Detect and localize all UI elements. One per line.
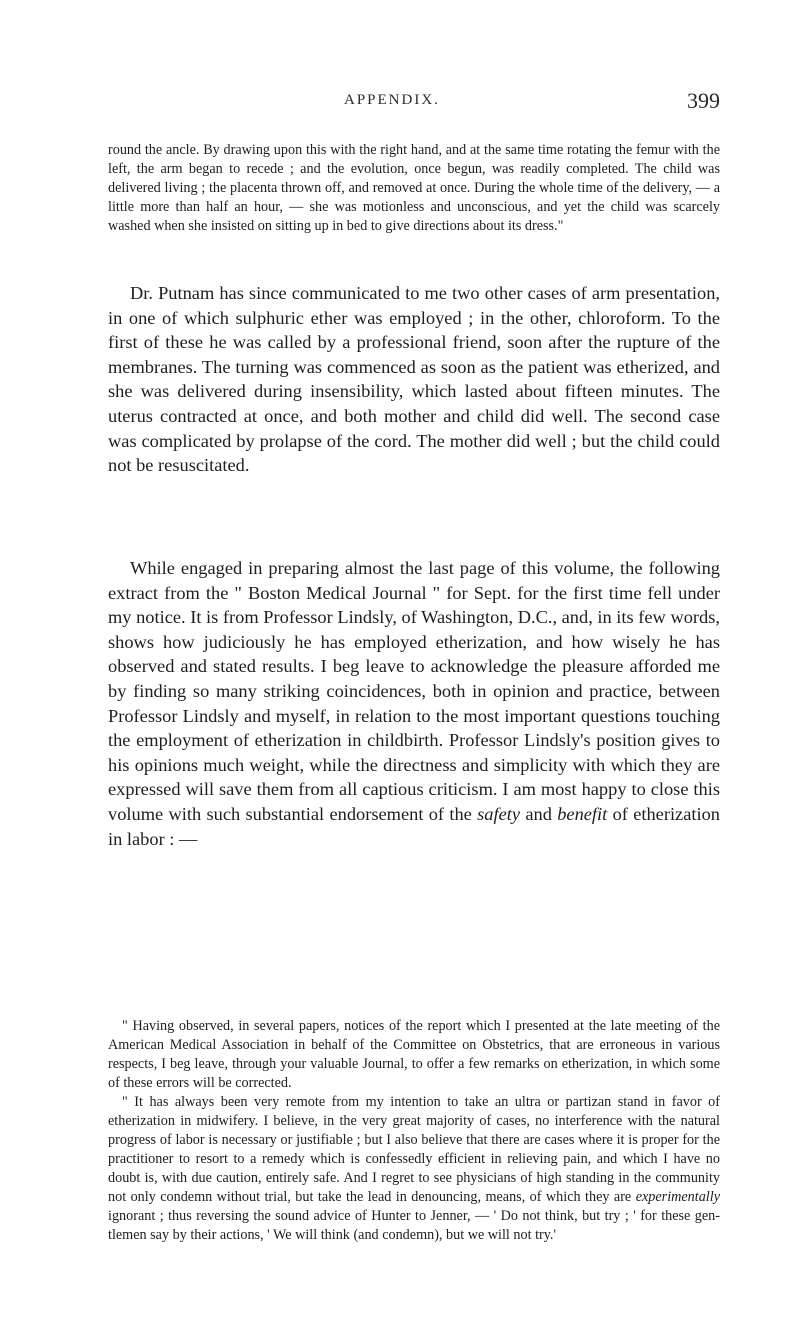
quote-paragraph-2 — [108, 1093, 720, 1245]
emphasis-benefit: benefit — [557, 803, 608, 824]
running-head: APPENDIX. — [344, 92, 440, 108]
lindsly-text-1: While engaged in preparing almost the last page of this volume, the following extract from the " Boston Medical Journal " for Sept. for the first time fell under my notice. It is from Professor Lindsly, of Washington, D.C., and, in its few words, shows how judiciously he has employed etherization, and how wisely he has observed and stated results. I beg leave to acknowledge the pleasure afforded me by finding so many striking coincidences, both in opinion and practice, between Professor Lindsly and myself, in relation to the most important questions touching the employment of etherization in childbirth. Professor Lindsly's position gives to his opinions much weight, while the directness and simplicity with which they are expressed will save them from all captious criticism. I am most happy to close this volume with such substantial endorsement of the — [108, 558, 720, 824]
page-header — [108, 88, 720, 118]
body-paragraph-lindsly — [108, 556, 720, 851]
continued-quotation — [108, 141, 720, 236]
lindsly-quotation — [108, 1017, 720, 1245]
quote-text-1: " It has always been very remote from my intention to take an ultra or partizan stand in favor of etherization in midwifery. I believe, in the very great majority of cases, no interference with the natural progress of labor is necessary or justifiable ; but I also believe that there are cases where it is proper for the practitioner to resort to a remedy which is confessedly efficient in relieving pain, and which I have no doubt is, with due caution, entirely safe. And I regret to see physicians of high standing in the community not only condemn without trial, but take the lead in denouncing, means, of which they are — [108, 1094, 720, 1205]
paragraph-continuation: round the ancle. By drawing upon this with the right hand, and at the same time rotating the femur with the left, the arm began to recede ; and the evolution, once begun, was readily completed. The child was delivered living ; the placenta thrown off, and removed at once. During the whole time of the delivery, — a little more than half an hour, — she was motionless and unconscious, and yet the child was scarcely washed when she insisted on sitting up in bed to give directions about its dress." — [108, 142, 720, 234]
lindsly-text-3: of etherization in labor : — — [108, 803, 720, 849]
body-paragraph-putnam — [108, 281, 720, 478]
page-number: 399 — [687, 88, 720, 113]
emphasis-safety: safety — [477, 803, 521, 824]
paragraph-putnam-cases: Dr. Putnam has since communicated to me two other cases of arm presentation, in one of which sulphuric ether was employed ; in the other, chloroform. To the first of these he was called by a professional friend, soon after the rupture of the membranes. The turning was commenced as soon as the patient was etherized, and she was delivered during insensibility, which lasted about fifteen minutes. The uterus contracted at once, and both mother and child did well. The second case was complicated by prolapse of the cord. The mother did well ; but the child could not be resuscitated. — [108, 283, 720, 476]
paragraph-lindsly-extract — [108, 556, 720, 851]
quote-text-2: ignorant ; thus reversing the sound advice of Hunter to Jenner, — ' Do not think, but try ; ' for these gentlemen say by their actions, ' We will think (and condemn), but we will not try.' — [108, 1208, 720, 1243]
quote-paragraph-1: " Having observed, in several papers, notices of the report which I presented at the late meeting of the American Medical Association in behalf of the Committee on Obstetrics, that are erroneous in various respects, I beg leave, through your valuable Journal, to offer a few remarks on etherization, in which some of these errors will be corrected. — [108, 1018, 720, 1091]
emphasis-experimentally: experimentally — [635, 1189, 720, 1205]
lindsly-text-2: and — [520, 803, 558, 824]
